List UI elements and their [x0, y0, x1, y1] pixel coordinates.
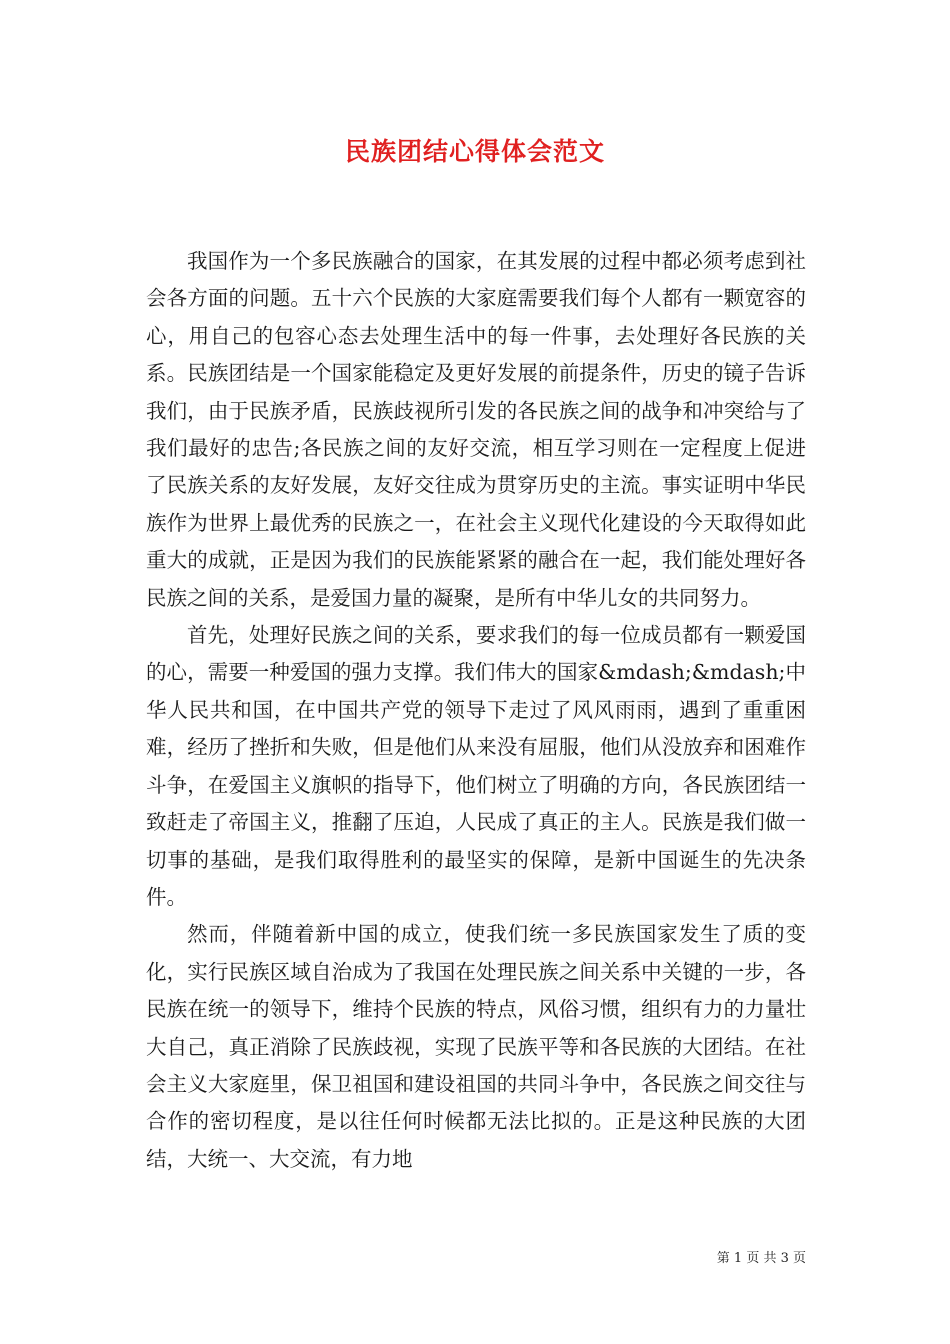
paragraph-2: 首先，处理好民族之间的关系，要求我们的每一位成员都有一颗爱国的心，需要一种爱国的强力支撑。我们伟大的国家&mdash;&mdash;中华人民共和国，在中国共产党的领导下走过了风风雨雨，遇到了重重困难，经历了挫折和失败，但是他们从来没有屈服，他们从没放弃和困难作斗争，在爱国主义旗帜的指导下，他们树立了明确的方向，各民族团结一致赶走了帝国主义，推翻了压迫，人民成了真正的主人。民族是我们做一切事的基础，是我们取得胜利的最坚实的保障，是新中国诞生的先决条件。 [146, 623, 806, 909]
document-title: 民族团结心得体会范文 [344, 137, 605, 166]
document-body [146, 243, 806, 1178]
page-number-footer: 第 1 页 共 3 页 [716, 1251, 806, 1266]
paragraph-3: 然而，伴随着新中国的成立，使我们统一多民族国家发生了质的变化，实行民族区域自治成为了我国在处理民族之间关系中关键的一步，各民族在统一的领导下，维持个民族的特点，风俗习惯，组织有力的力量壮大自己，真正消除了民族歧视，实现了民族平等和各民族的大团结。在社会主义大家庭里，保卫祖国和建设祖国的共同斗争中，各民族之间交往与合作的密切程度，是以往任何时候都无法比拟的。正是这种民族的大团结，大统一、大交流，有力地 [146, 922, 806, 1171]
paragraph-1: 我国作为一个多民族融合的国家，在其发展的过程中都必须考虑到社会各方面的问题。五十六个民族的大家庭需要我们每个人都有一颗宽容的心，用自己的包容心态去处理生活中的每一件事，去处理好各民族的关系。民族团结是一个国家能稳定及更好发展的前提条件，历史的镜子告诉我们，由于民族矛盾，民族歧视所引发的各民族之间的战争和冲突给与了我们最好的忠告;各民族之间的友好交流，相互学习则在一定程度上促进了民族关系的友好发展，友好交往成为贯穿历史的主流。事实证明中华民族作为世界上最优秀的民族之一，在社会主义现代化建设的今天取得如此重大的成就，正是因为我们的民族能紧紧的融合在一起，我们能处理好各民族之间的关系，是爱国力量的凝聚，是所有中华儿女的共同努力。 [146, 249, 806, 610]
